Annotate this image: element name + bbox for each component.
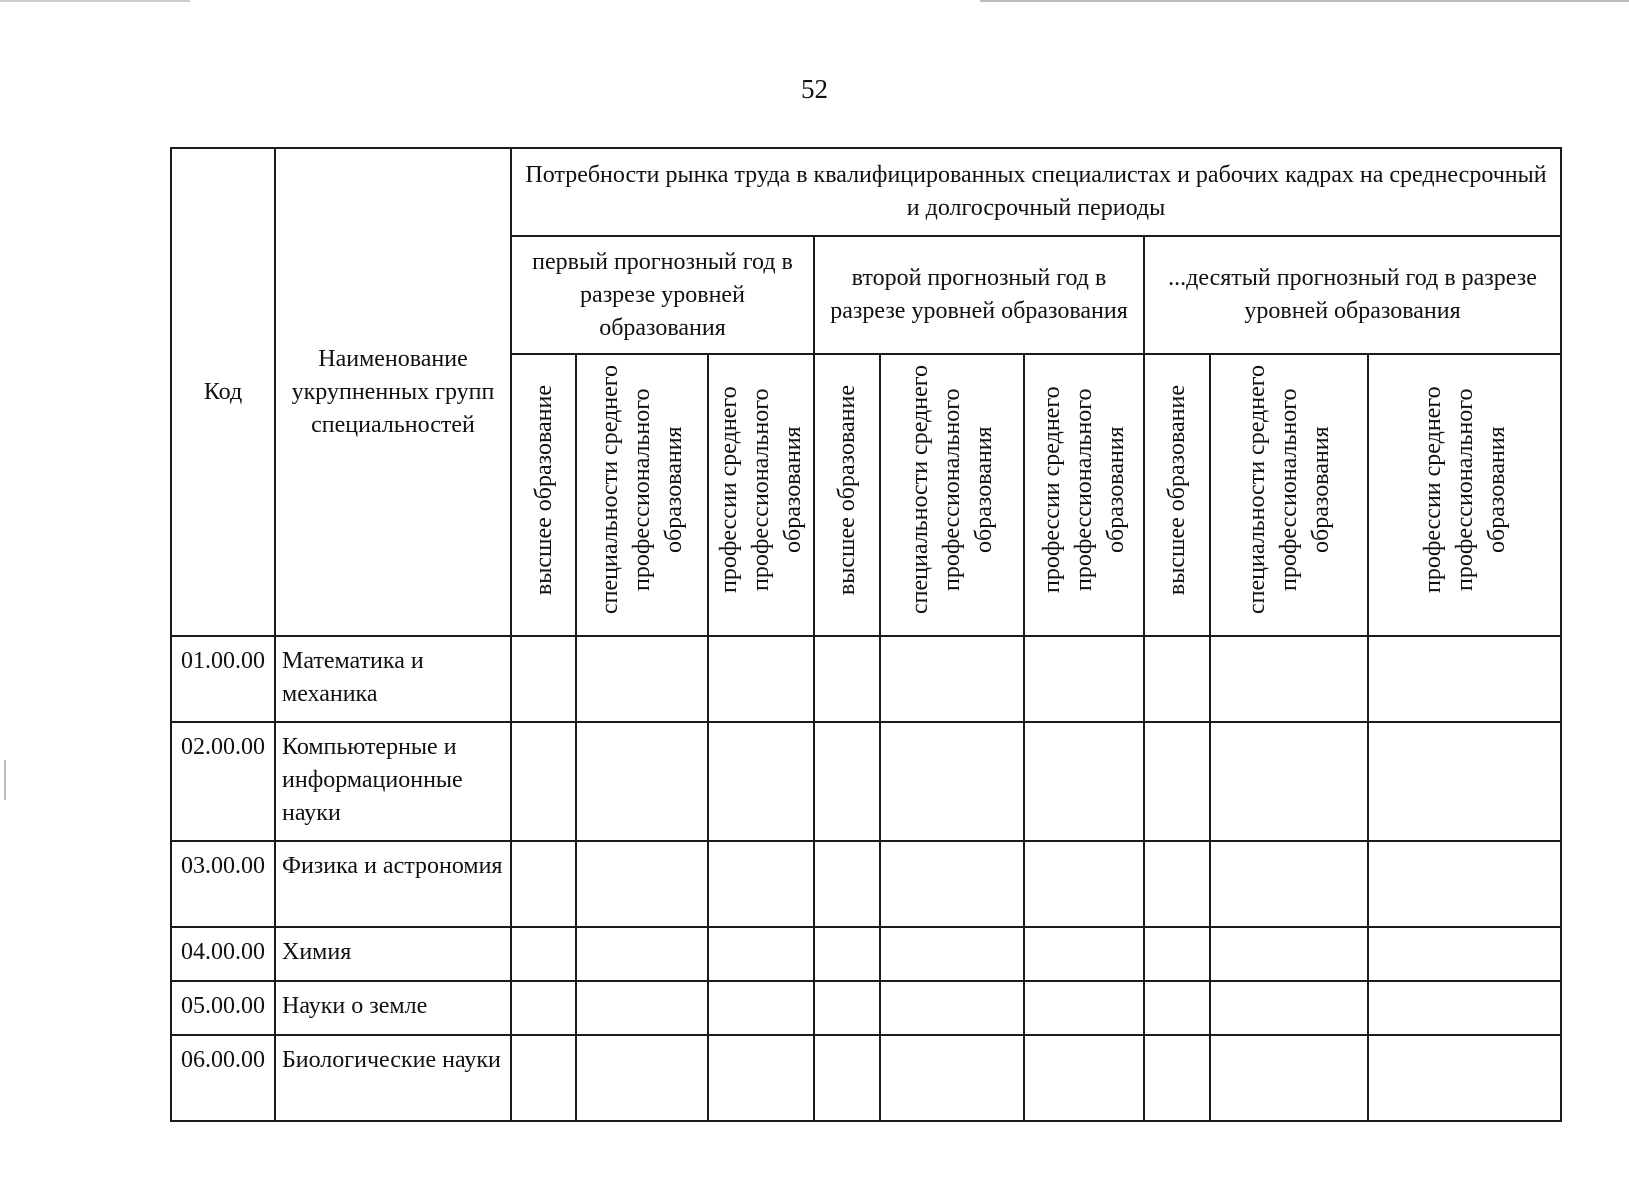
data-cell xyxy=(708,722,814,841)
table-header xyxy=(171,148,1561,636)
row-code: 03.00.00 xyxy=(171,841,275,927)
data-cell xyxy=(576,841,708,927)
row-code: 04.00.00 xyxy=(171,927,275,981)
header-first-forecast-year: первый прогнозный год в разрезе уровней образования xyxy=(511,236,814,354)
data-cell xyxy=(1210,927,1368,981)
header-tenth-forecast-year: ...десятый прогнозный год в разрезе уровней образования xyxy=(1144,236,1561,354)
data-cell xyxy=(1368,841,1561,927)
data-cell xyxy=(1368,927,1561,981)
data-cell xyxy=(1144,722,1210,841)
data-cell xyxy=(814,981,880,1035)
data-cell xyxy=(1024,1035,1144,1121)
data-cell xyxy=(880,1035,1024,1121)
data-cell xyxy=(576,636,708,722)
data-cell xyxy=(511,1035,576,1121)
data-cell xyxy=(1368,1035,1561,1121)
data-cell xyxy=(511,927,576,981)
header-code: Код xyxy=(171,148,275,636)
data-cell xyxy=(576,927,708,981)
data-cell xyxy=(880,927,1024,981)
data-cell xyxy=(1368,636,1561,722)
data-cell xyxy=(1024,981,1144,1035)
data-cell xyxy=(880,722,1024,841)
data-cell xyxy=(1368,981,1561,1035)
level-spo-professions: профессии среднего профессионального образования xyxy=(1368,354,1561,636)
row-code: 01.00.00 xyxy=(171,636,275,722)
table-row xyxy=(171,636,1561,722)
level-spo-professions: профессии среднего профессионального образования xyxy=(708,354,814,636)
data-cell xyxy=(576,1035,708,1121)
data-cell xyxy=(1024,927,1144,981)
data-cell xyxy=(814,636,880,722)
data-cell xyxy=(1024,841,1144,927)
data-cell xyxy=(814,1035,880,1121)
data-cell xyxy=(1024,722,1144,841)
row-group-name: Математика и механика xyxy=(275,636,511,722)
labor-market-needs-table xyxy=(170,147,1562,1122)
level-spo-specialties: специальности среднего профессионального образования xyxy=(1210,354,1368,636)
level-higher-education: высшее образование xyxy=(511,354,576,636)
header-second-forecast-year: второй прогнозный год в разрезе уровней образования xyxy=(814,236,1144,354)
row-code: 06.00.00 xyxy=(171,1035,275,1121)
data-cell xyxy=(880,636,1024,722)
data-cell xyxy=(1144,927,1210,981)
table-row xyxy=(171,927,1561,981)
data-cell xyxy=(708,927,814,981)
data-cell xyxy=(576,981,708,1035)
data-cell xyxy=(511,841,576,927)
level-higher-education: высшее образование xyxy=(1144,354,1210,636)
header-labor-market-needs: Потребности рынка труда в квалифицированных специалистах и рабочих кадрах на среднесрочный и долгосрочный периоды xyxy=(511,148,1561,236)
level-spo-professions: профессии среднего профессионального образования xyxy=(1024,354,1144,636)
data-cell xyxy=(1368,722,1561,841)
data-cell xyxy=(1144,841,1210,927)
data-cell xyxy=(708,981,814,1035)
level-spo-specialties: специальности среднего профессионального образования xyxy=(880,354,1024,636)
data-cell xyxy=(511,636,576,722)
table-body xyxy=(171,636,1561,1121)
scan-edge-mark xyxy=(4,760,6,800)
data-cell xyxy=(511,722,576,841)
data-cell xyxy=(1210,981,1368,1035)
data-cell xyxy=(511,981,576,1035)
level-higher-education: высшее образование xyxy=(814,354,880,636)
scan-top-rule xyxy=(0,0,1629,2)
table-row xyxy=(171,981,1561,1035)
data-cell xyxy=(708,636,814,722)
data-cell xyxy=(814,841,880,927)
row-code: 05.00.00 xyxy=(171,981,275,1035)
level-spo-specialties: специальности среднего профессионального образования xyxy=(576,354,708,636)
data-cell xyxy=(1210,636,1368,722)
data-cell xyxy=(1210,1035,1368,1121)
row-code: 02.00.00 xyxy=(171,722,275,841)
row-group-name: Компьютерные и информационные науки xyxy=(275,722,511,841)
data-cell xyxy=(1144,636,1210,722)
data-cell xyxy=(880,981,1024,1035)
row-group-name: Биологические науки xyxy=(275,1035,511,1121)
data-cell xyxy=(1144,981,1210,1035)
data-cell xyxy=(1210,841,1368,927)
page-number: 52 xyxy=(801,74,828,104)
table-row xyxy=(171,841,1561,927)
data-cell xyxy=(880,841,1024,927)
data-cell xyxy=(814,722,880,841)
data-cell xyxy=(708,1035,814,1121)
row-group-name: Химия xyxy=(275,927,511,981)
table-row xyxy=(171,1035,1561,1121)
data-cell xyxy=(814,927,880,981)
data-cell xyxy=(1144,1035,1210,1121)
row-group-name: Науки о земле xyxy=(275,981,511,1035)
data-cell xyxy=(576,722,708,841)
data-cell xyxy=(1024,636,1144,722)
header-group-name: Наименование укрупненных групп специальностей xyxy=(275,148,511,636)
data-cell xyxy=(708,841,814,927)
table-row xyxy=(171,722,1561,841)
row-group-name: Физика и астрономия xyxy=(275,841,511,927)
data-cell xyxy=(1210,722,1368,841)
